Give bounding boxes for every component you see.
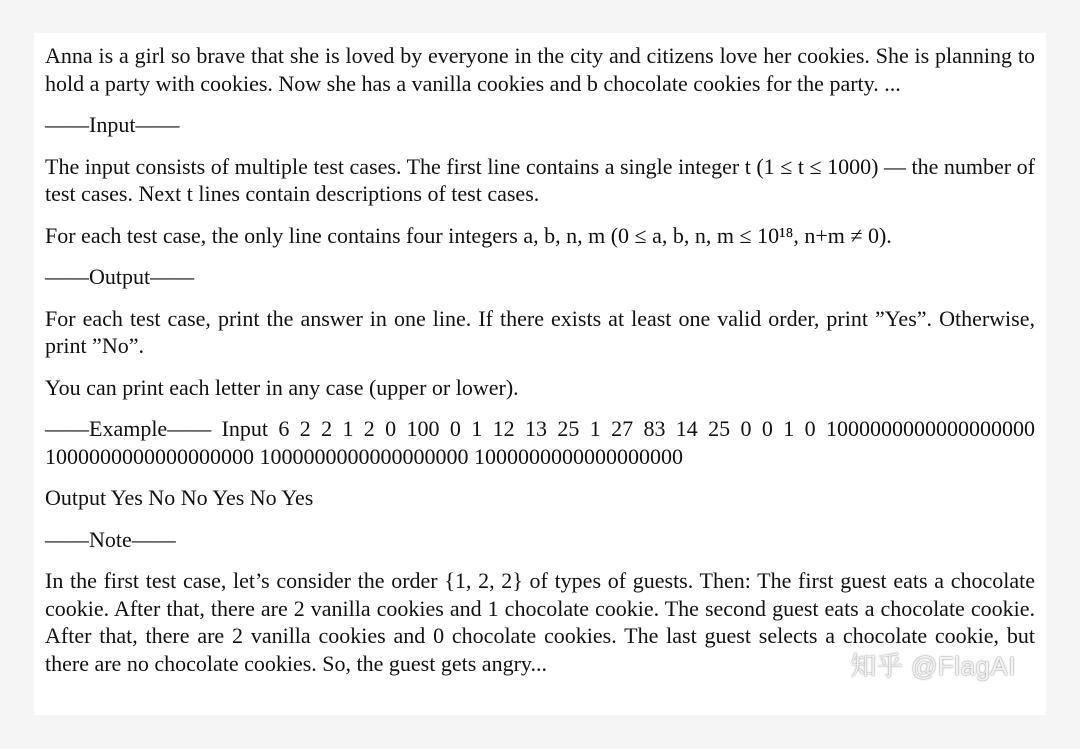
note-heading: ——Note—— xyxy=(45,526,176,552)
input-paragraph-1: The input consists of multiple test cases. The first line contains a single integer t (1 ≤ t ≤ 1000) — the number of test cases. Next t lines contain descriptions of test cases. xyxy=(45,153,1035,206)
example-line: ——Example—— Input 6 2 2 1 2 0 100 0 1 12 13 25 1 27 83 14 25 0 0 1 0 1000000000000000000 1000000000000000000 1000000000000000000 1000000000000000000 xyxy=(45,416,1035,469)
document-page xyxy=(34,33,1046,715)
output-paragraph-2: You can print each letter in any case (upper or lower). xyxy=(45,374,519,400)
note-paragraph: In the first test case, let’s consider the order {1, 2, 2} of types of guests. Then: The first guest eats a chocolate cookie. After that, there are 2 vanilla cookies and 1 chocolate cookie. The second guest eats a chocolate cookie. After that, there are 2 vanilla cookies and 0 chocolate cookies. The last guest selects a chocolate cookie, but there are no chocolate cookies. So, the guest gets angry... xyxy=(45,568,1035,676)
output-paragraph-1: For each test case, print the answer in one line. If there exists at least one valid order, print ”Yes”. Otherwise, print ”No”. xyxy=(45,305,1035,358)
watermark: 知乎 @FlagAI xyxy=(850,651,1016,681)
intro-paragraph: Anna is a girl so brave that she is loved by everyone in the city and citizens love her cookies. She is planning to hold a party with cookies. Now she has a vanilla cookies and b chocolate cookies for the party. ... xyxy=(45,43,1035,96)
output-heading: ——Output—— xyxy=(45,264,195,289)
problem-statement xyxy=(45,42,1035,691)
example-output: Output Yes No No Yes No Yes xyxy=(45,485,314,510)
input-paragraph-2: For each test case, the only line contains four integers a, b, n, m (0 ≤ a, b, n, m ≤ 10¹⁸, n+m ≠ 0). xyxy=(45,222,892,248)
input-heading: ——Input—— xyxy=(45,112,180,137)
